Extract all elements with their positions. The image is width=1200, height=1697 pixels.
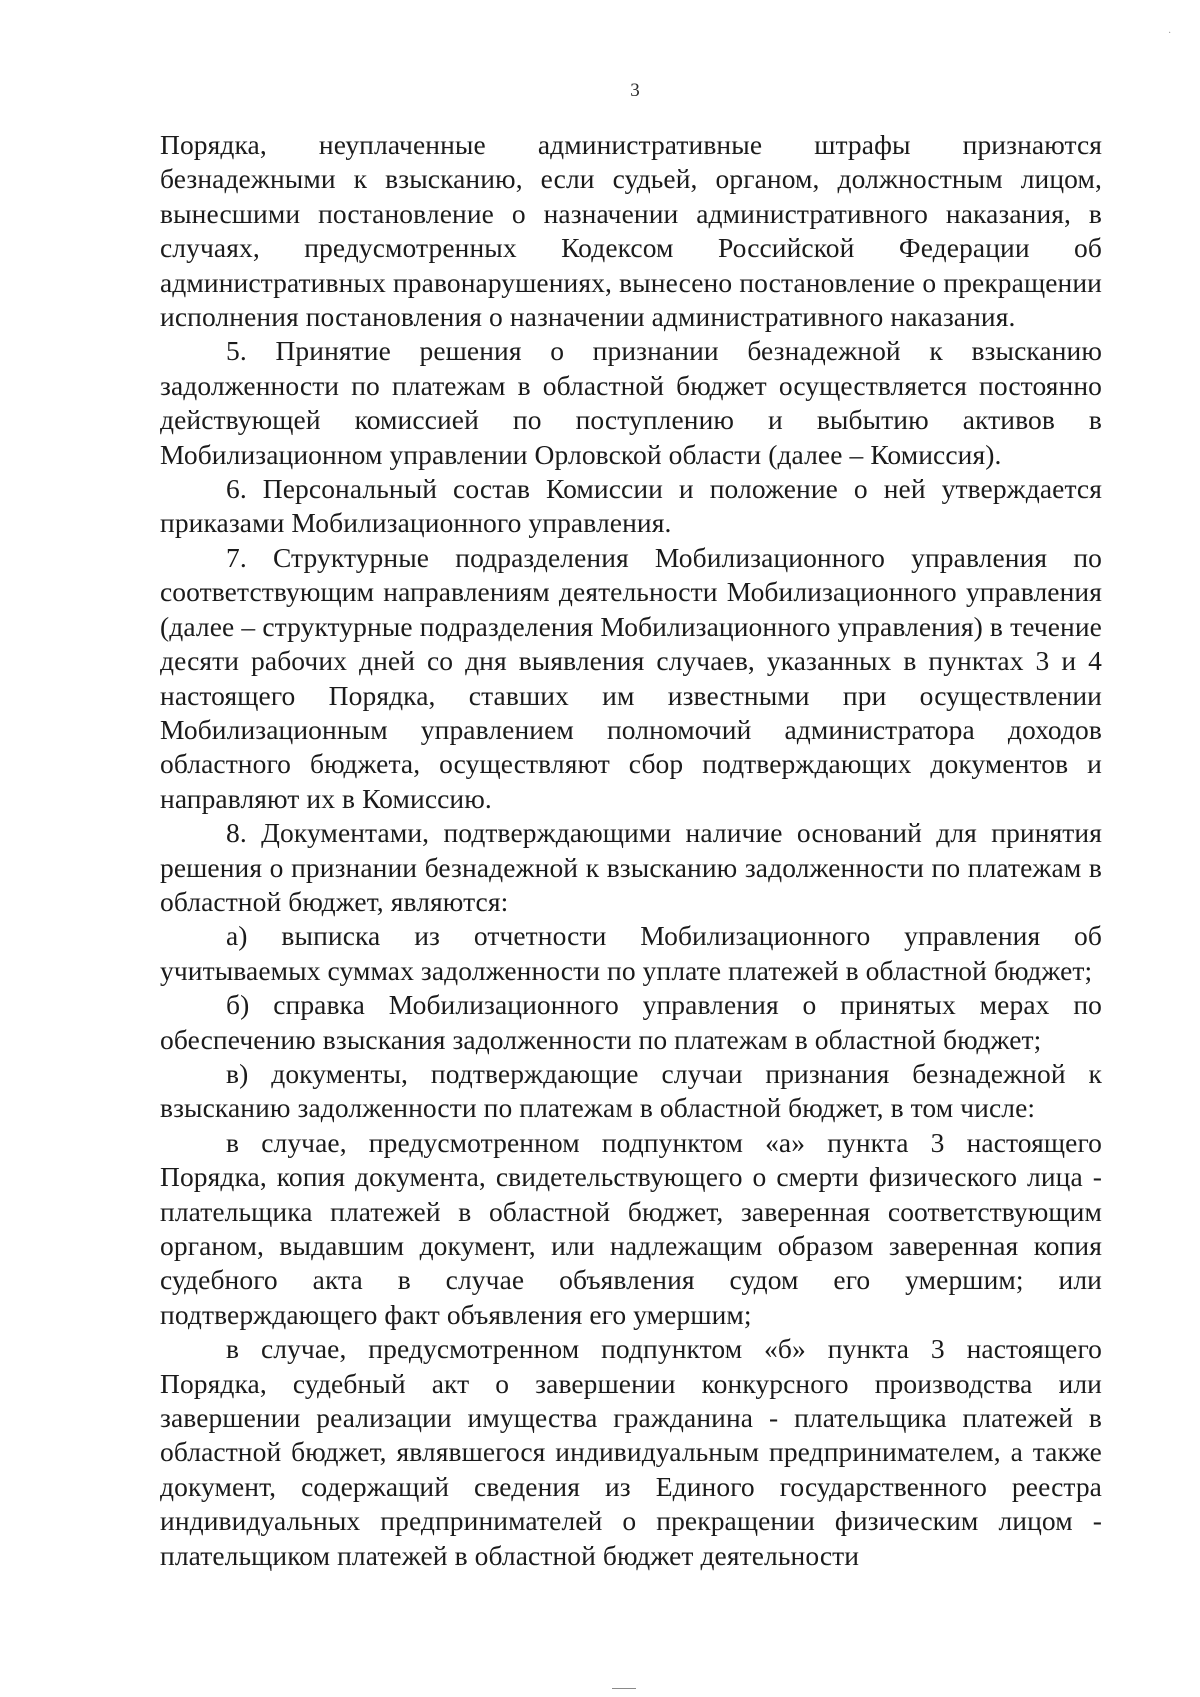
paragraph-continuation: Порядка, неуплаченные административные штрафы признаются безнадежными к взысканию, если судьей, органом, должностным лицом, вынесшими постановление о назначении административного наказания, в случаях, предусмотренных Кодексом Российской Федерации об административных правонарушениях, вынесено постановление о прекращении исполнения постановления о назначении административного наказания. — [160, 129, 1102, 333]
case-subitem-b: в случае, предусмотренном подпунктом «б» пункта 3 настоящего Порядка, судебный акт о завершении конкурсного производства или завершении реализации имущества гражданина - плательщика платежей в областной бюджет, являвшегося индивидуальным предпринимателем, а также документ, содержащий сведения из Единого государственного реестра индивидуальных предпринимателей о прекращении физическим лицом - плательщиком платежей в областной бюджет деятельности — [160, 1333, 1102, 1571]
scan-artifact-line — [612, 1688, 636, 1689]
paragraph-6: 6. Персональный состав Комиссии и положение о ней утверждается приказами Мобилизационного управления. — [160, 473, 1102, 539]
subitem-b: б) справка Мобилизационного управления о принятых мерах по обеспечению взыскания задолженности по платежам в областной бюджет; — [160, 989, 1102, 1055]
page-number: 3 — [630, 80, 640, 101]
case-subitem-a: в случае, предусмотренном подпунктом «а» пункта 3 настоящего Порядка, копия документа, свидетельствующего о смерти физического лица - плательщика платежей в областной бюджет, заверенная соответствующим органом, выдавшим документ, или надлежащим образом заверенная копия судебного акта в случае объявления судом его умершим; или подтверждающего факт объявления его умершим; — [160, 1126, 1102, 1330]
scan-artifact: · — [1168, 28, 1172, 39]
paragraph-5: 5. Принятие решения о признании безнадежной к взысканию задолженности по платежам в областной бюджет осуществляется постоянно действующей комиссией по поступлению и выбытию активов в Мобилизационном управлении Орловской области (далее – Комиссия). — [160, 335, 1102, 470]
subitem-v: в) документы, подтверждающие случаи признания безнадежной к взысканию задолженности по платежам в областной бюджет, в том числе: — [160, 1057, 1102, 1124]
document-body — [160, 128, 1102, 1573]
subitem-a: а) выписка из отчетности Мобилизационного управления об учитываемых суммах задолженности по уплате платежей в областной бюджет; — [160, 920, 1102, 986]
paragraph-7: 7. Структурные подразделения Мобилизационного управления по соответствующим направлениям деятельности Мобилизационного управления (далее – структурные подразделения Мобилизационного управления) в течение десяти рабочих дней со дня выявления случаев, указанных в пунктах 3 и 4 настоящего Порядка, ставших им известными при осуществлении Мобилизационным управлением полномочий администратора доходов областного бюджета, осуществляют сбор подтверждающих документов и направляют их в Комиссию. — [160, 541, 1102, 814]
paragraph-8: 8. Документами, подтверждающими наличие оснований для принятия решения о признании безнадежной к взысканию задолженности по платежам в областной бюджет, являются: — [160, 817, 1102, 917]
